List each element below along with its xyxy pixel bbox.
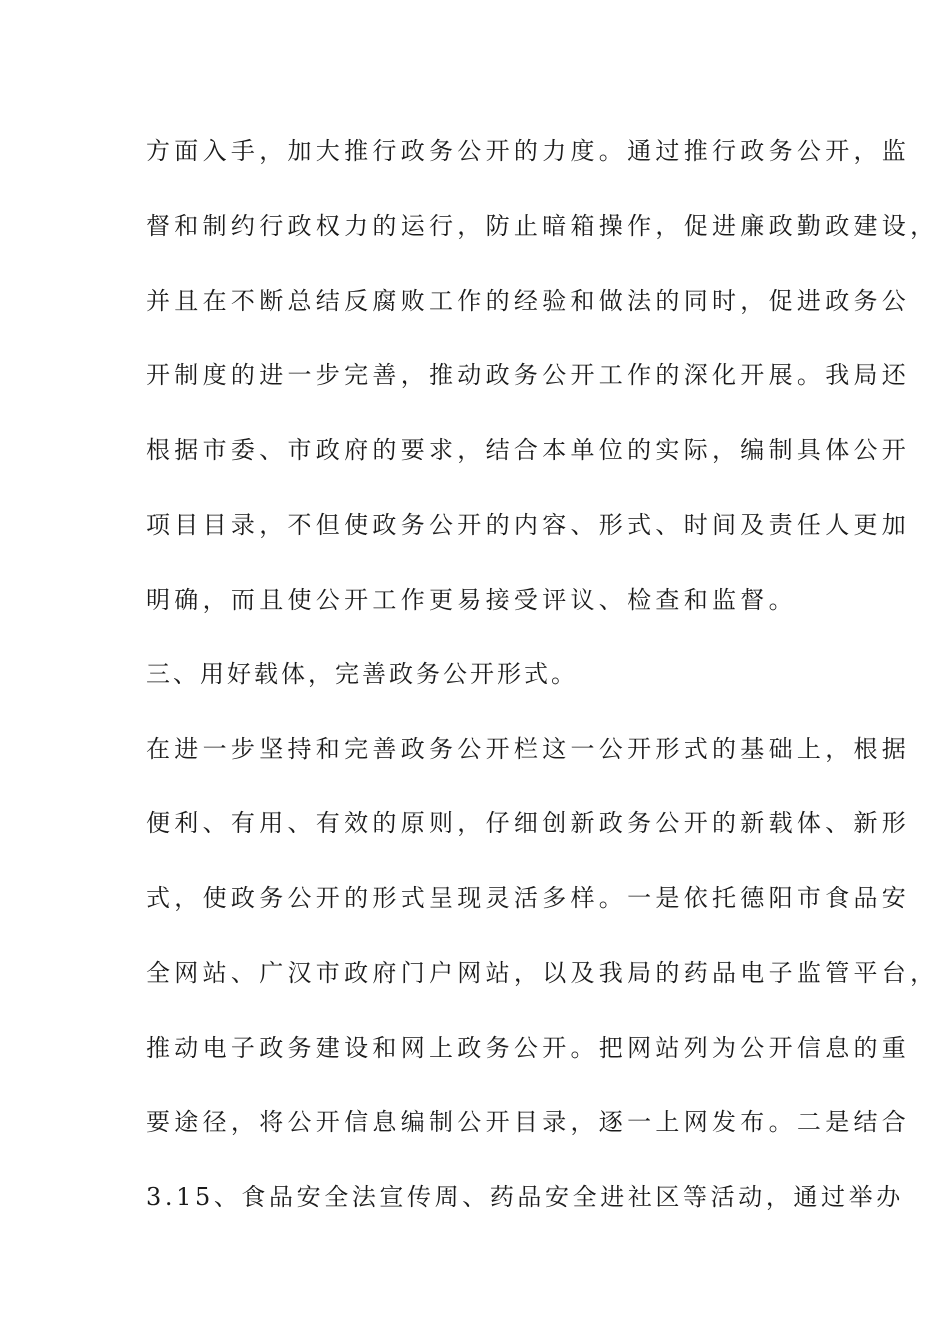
paragraph-line: 并且在不断总结反腐败工作的经验和做法的同时，促进政务公 bbox=[146, 287, 911, 315]
paragraph-line: 3.15、食品安全法宣传周、药品安全进社区等活动，通过举办 bbox=[146, 1183, 904, 1211]
paragraph-line: 开制度的进一步完善，推动政务公开工作的深化开展。我局还 bbox=[146, 361, 911, 389]
paragraph-line: 明确，而且使公开工作更易接受评议、检查和监督。 bbox=[146, 586, 797, 614]
paragraph-line: 便利、有用、有效的原则，仔细创新政务公开的新载体、新形 bbox=[146, 809, 911, 837]
paragraph-line: 全网站、广汉市政府门户网站，以及我局的药品电子监管平台， bbox=[146, 959, 939, 987]
paragraph-line: 在进一步坚持和完善政务公开栏这一公开形式的基础上，根据 bbox=[146, 735, 911, 763]
paragraph-line: 方面入手，加大推行政务公开的力度。通过推行政务公开，监 bbox=[146, 137, 911, 165]
paragraph-line: 根据市委、市政府的要求，结合本单位的实际，编制具体公开 bbox=[146, 436, 911, 464]
section-heading: 三、用好载体，完善政务公开形式。 bbox=[146, 660, 578, 688]
paragraph-line: 要途径，将公开信息编制公开目录，逐一上网发布。二是结合 bbox=[146, 1108, 911, 1136]
paragraph-line: 式，使政务公开的形式呈现灵活多样。一是依托德阳市食品安 bbox=[146, 884, 911, 912]
paragraph-line: 项目目录，不但使政务公开的内容、形式、时间及责任人更加 bbox=[146, 511, 911, 539]
paragraph-line: 推动电子政务建设和网上政务公开。把网站列为公开信息的重 bbox=[146, 1034, 911, 1062]
paragraph-line: 督和制约行政权力的运行，防止暗箱操作，促进廉政勤政建设， bbox=[146, 212, 939, 240]
